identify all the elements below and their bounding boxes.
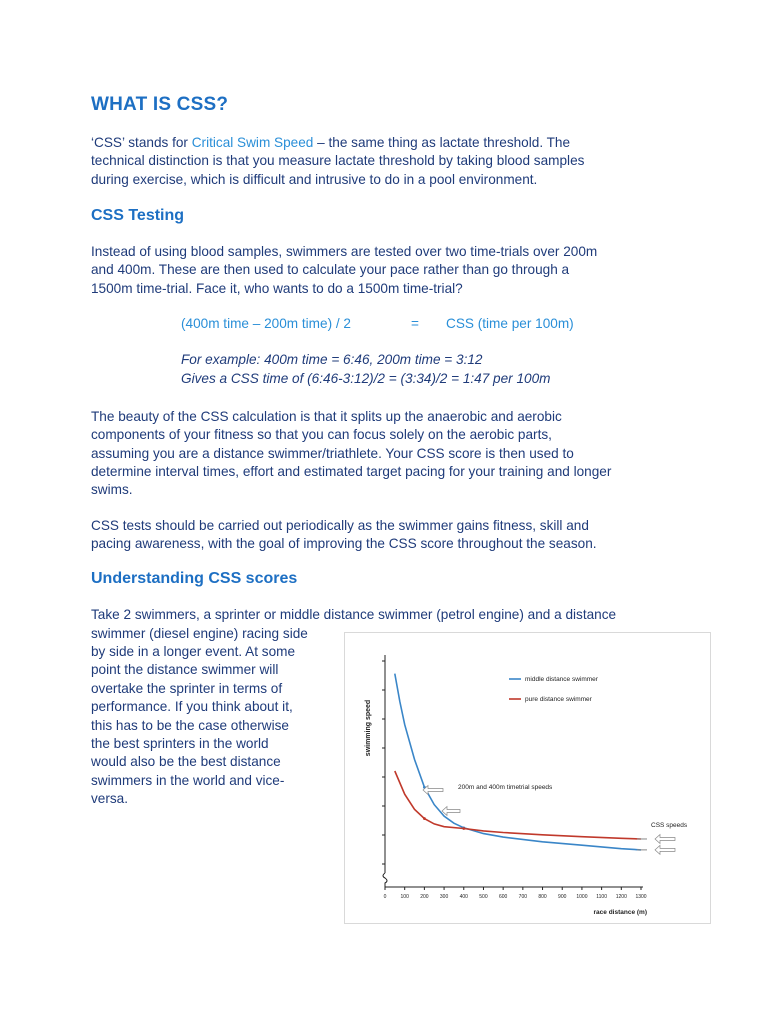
beauty-line: swims. xyxy=(91,482,133,498)
chart-annotations xyxy=(423,784,688,854)
x-tick-label: 600 xyxy=(498,894,508,900)
arrow-icon xyxy=(655,834,675,843)
intro-line2: technical distinction is that you measure lactate threshold by taking blood samples xyxy=(91,153,585,169)
understanding-line: this has to be the case otherwise xyxy=(91,718,289,733)
y-axis-label: swimming speed xyxy=(365,699,372,757)
css-speeds-annotation: CSS speeds xyxy=(651,822,688,829)
chart-svg xyxy=(345,633,710,923)
understanding-line: point the distance swimmer will xyxy=(91,662,279,677)
x-tick-label: 200 xyxy=(420,894,429,900)
beauty-line: assuming you are a distance swimmer/triathlete. Your CSS score is then used to xyxy=(91,445,574,461)
intro-prefix: ‘CSS’ stands for xyxy=(91,135,192,150)
beauty-paragraph xyxy=(91,408,691,499)
formula-left: (400m time – 200m time) / 2 xyxy=(181,316,351,331)
understanding-line: Take 2 swimmers, a sprinter or middle distance swimmer (petrol engine) and a distance xyxy=(91,607,617,622)
x-tick-label: 1300 xyxy=(635,894,647,900)
x-tick-label: 0 xyxy=(383,894,387,900)
intro-paragraph xyxy=(91,134,691,189)
timetrial-marker xyxy=(423,817,426,820)
x-tick-label: 900 xyxy=(558,894,567,900)
page-title: WHAT IS CSS? xyxy=(91,94,229,115)
x-axis-label: race distance (m) xyxy=(593,909,647,916)
formula-right: CSS (time per 100m) xyxy=(446,316,574,331)
beauty-line: components of your fitness so that you can focus solely on the aerobic parts, xyxy=(91,427,552,443)
beauty-line: The beauty of the CSS calculation is that it splits up the anaerobic and aerobic xyxy=(91,409,562,424)
understanding-css-heading: Understanding CSS scores xyxy=(91,570,298,587)
legend-label: middle distance swimmer xyxy=(525,676,598,683)
understanding-line: performance. If you think about it, xyxy=(91,699,293,714)
understanding-line: swimmer (diesel engine) racing side xyxy=(91,626,308,641)
periodic-line: CSS tests should be carried out periodically as the swimmer gains fitness, skill and xyxy=(91,518,589,533)
understanding-line: swimmers in the world and vice- xyxy=(91,773,285,788)
critical-swim-speed-link[interactable]: Critical Swim Speed xyxy=(191,135,314,150)
css-testing-heading: CSS Testing xyxy=(91,207,185,224)
testing-line: and 400m. These are then used to calculate your pace rather than go through a xyxy=(91,262,570,278)
arrow-icon xyxy=(442,807,460,816)
intro-line1-rest: – the same thing as lactate threshold. The xyxy=(313,135,571,150)
arrow-icon xyxy=(423,786,443,795)
understanding-line: the best sprinters in the world xyxy=(91,736,269,751)
example-line-1: For example: 400m time = 6:46, 200m time = 3:12 xyxy=(181,352,483,367)
x-tick-label: 700 xyxy=(518,894,528,900)
beauty-line: determine interval times, effort and estimated target pacing for your training and longer xyxy=(91,463,612,479)
understanding-line: would also be the best distance xyxy=(91,754,281,769)
understanding-line: overtake the sprinter in terms of xyxy=(91,681,283,696)
periodic-paragraph xyxy=(91,517,691,554)
swim-speed-chart xyxy=(344,632,711,924)
legend-label: pure distance swimmer xyxy=(525,696,592,703)
x-tick-label: 400 xyxy=(459,894,468,900)
x-tick-label: 800 xyxy=(538,894,547,900)
testing-line: 1500m time-trial. Face it, who wants to do a 1500m time-trial? xyxy=(91,280,463,296)
timetrial-marker xyxy=(462,827,465,830)
x-tick-label: 500 xyxy=(479,894,488,900)
arrow-icon xyxy=(655,845,675,854)
x-tick-label: 1200 xyxy=(615,894,627,900)
understanding-line: by side in a longer event. At some xyxy=(91,644,296,659)
testing-line: Instead of using blood samples, swimmers are tested over two time-trials over 200m xyxy=(91,244,598,259)
x-tick-label: 1100 xyxy=(596,894,607,900)
x-tick-label: 300 xyxy=(439,894,449,900)
axis-break xyxy=(383,873,387,887)
x-tick-label: 100 xyxy=(400,894,409,900)
chart-series-layer xyxy=(395,674,641,850)
series-line-pure-distance xyxy=(395,771,641,839)
x-tick-label: 1000 xyxy=(576,894,588,900)
testing-paragraph xyxy=(91,243,691,298)
understanding-line: versa. xyxy=(91,791,129,806)
intro-line3: during exercise, which is difficult and intrusive to do in a pool environment. xyxy=(91,171,538,187)
periodic-line: pacing awareness, with the goal of improving the CSS score throughout the season. xyxy=(91,536,597,552)
timetrial-annotation: 200m and 400m timetrial speeds xyxy=(458,784,553,791)
example-line-2: Gives a CSS time of (6:46-3:12)/2 = (3:34)/2 = 1:47 per 100m xyxy=(181,371,551,386)
formula-equals: = xyxy=(411,316,419,331)
